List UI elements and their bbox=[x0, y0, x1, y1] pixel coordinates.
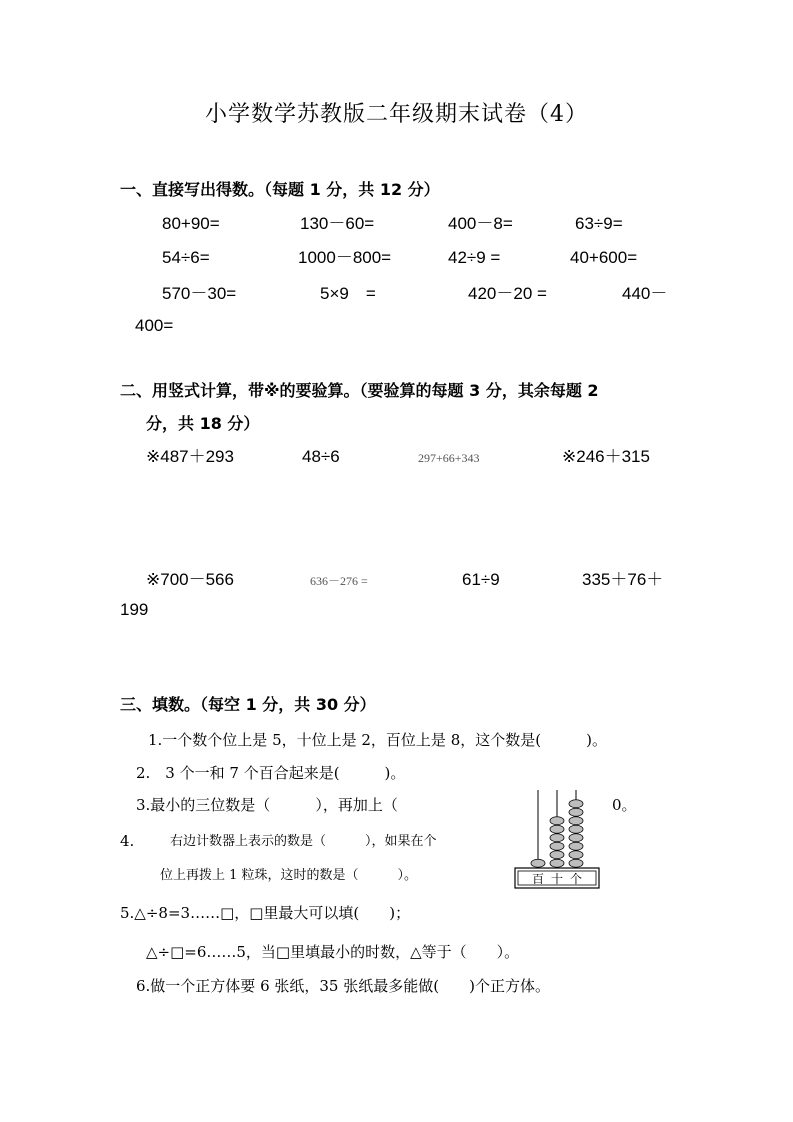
abacus-bead-ones bbox=[569, 851, 583, 859]
s1-r3-c3: 420－20 = bbox=[468, 284, 547, 303]
abacus-bead-ones bbox=[569, 842, 583, 850]
abacus-bead-ones bbox=[569, 808, 583, 816]
abacus-label-ones: 个 bbox=[569, 872, 583, 886]
s3-q2: 2. 3 个一和 7 个百合起来是( )。 bbox=[136, 764, 406, 782]
s1-r2-c2: 1000－800= bbox=[298, 248, 392, 267]
s1-r2-c1: 54÷6= bbox=[162, 248, 210, 267]
s1-r3-cont: 400= bbox=[135, 316, 174, 335]
s3-q3-part1: 3.最小的三位数是（ ），再加上（ bbox=[136, 796, 398, 814]
s3-q4-line1: 右边计数器上表示的数是（ ），如果在个 bbox=[170, 834, 437, 849]
abacus-bead-tens bbox=[550, 842, 564, 850]
section1-heading: 一、直接写出得数。（每题 1 分，共 12 分） bbox=[120, 180, 440, 199]
s2-r2-c4: 335＋76＋ bbox=[582, 570, 664, 589]
s3-q4-line2: 位上再拨上 1 粒珠，这时的数是（ ）。 bbox=[160, 868, 418, 883]
abacus-bead-ones bbox=[569, 817, 583, 825]
s3-q4-number: 4. bbox=[120, 832, 135, 850]
s1-r2-c3: 42÷9 = bbox=[448, 248, 501, 267]
section2-heading-line1: 二、用竖式计算，带※的要验算。（要验算的每题 3 分，其余每题 2 bbox=[120, 381, 599, 400]
s1-r1-c1: 80+90= bbox=[162, 214, 220, 233]
s3-q3-part2: 0。 bbox=[612, 796, 637, 814]
abacus-label-hundreds: 百 bbox=[531, 872, 545, 886]
abacus-bead-tens bbox=[550, 851, 564, 859]
s2-r1-c2: 48÷6 bbox=[302, 447, 340, 466]
s1-r2-c4: 40+600= bbox=[570, 248, 638, 267]
s2-r1-c3: 297+66+343 bbox=[418, 451, 480, 465]
abacus-bead-ones bbox=[569, 825, 583, 833]
s1-r1-c3: 400－8= bbox=[448, 214, 513, 233]
s1-r1-c2: 130－60= bbox=[300, 214, 375, 233]
section2-heading-line2: 分，共 18 分） bbox=[146, 414, 260, 433]
s1-r3-c4: 440－ bbox=[622, 284, 668, 303]
abacus-bead-ones bbox=[569, 859, 583, 867]
s1-r1-c4: 63÷9= bbox=[575, 214, 623, 233]
abacus-bead-hundreds bbox=[531, 859, 545, 867]
s1-r3-c1: 570－30= bbox=[162, 284, 237, 303]
abacus-bead-tens bbox=[550, 825, 564, 833]
s3-q5-line2: △÷□=6……5，当□里填最小的时数，△等于（ ）。 bbox=[146, 943, 520, 961]
s1-r3-c2: 5×9 = bbox=[320, 284, 376, 303]
abacus-bead-tens bbox=[550, 859, 564, 867]
section3-heading: 三、填数。（每空 1 分，共 30 分） bbox=[120, 695, 376, 714]
s2-r2-cont: 199 bbox=[120, 600, 149, 619]
s3-q1: 1.一个数个位上是 5，十位上是 2，百位上是 8，这个数是( )。 bbox=[148, 731, 607, 749]
abacus-bead-ones bbox=[569, 800, 583, 808]
abacus-bead-ones bbox=[569, 834, 583, 842]
s2-r2-c1: ※700－566 bbox=[146, 570, 234, 589]
abacus-bead-tens bbox=[550, 834, 564, 842]
s2-r2-c2: 636－276 = bbox=[310, 574, 368, 588]
s2-r2-c3: 61÷9 bbox=[462, 570, 500, 589]
s2-r1-c4: ※246＋315 bbox=[562, 447, 650, 466]
abacus-bead-tens bbox=[550, 817, 564, 825]
abacus-counter bbox=[512, 788, 602, 892]
s3-q6: 6.做一个正方体要 6 张纸，35 张纸最多能做( )个正方体。 bbox=[136, 977, 550, 995]
s2-r1-c1: ※487＋293 bbox=[146, 447, 234, 466]
page-title: 小学数学苏教版二年级期末试卷（4） bbox=[205, 102, 588, 127]
abacus-label-tens: 十 bbox=[550, 872, 564, 886]
s3-q5-line1: 5.△÷8=3……□，□里最大可以填( )； bbox=[120, 904, 411, 922]
